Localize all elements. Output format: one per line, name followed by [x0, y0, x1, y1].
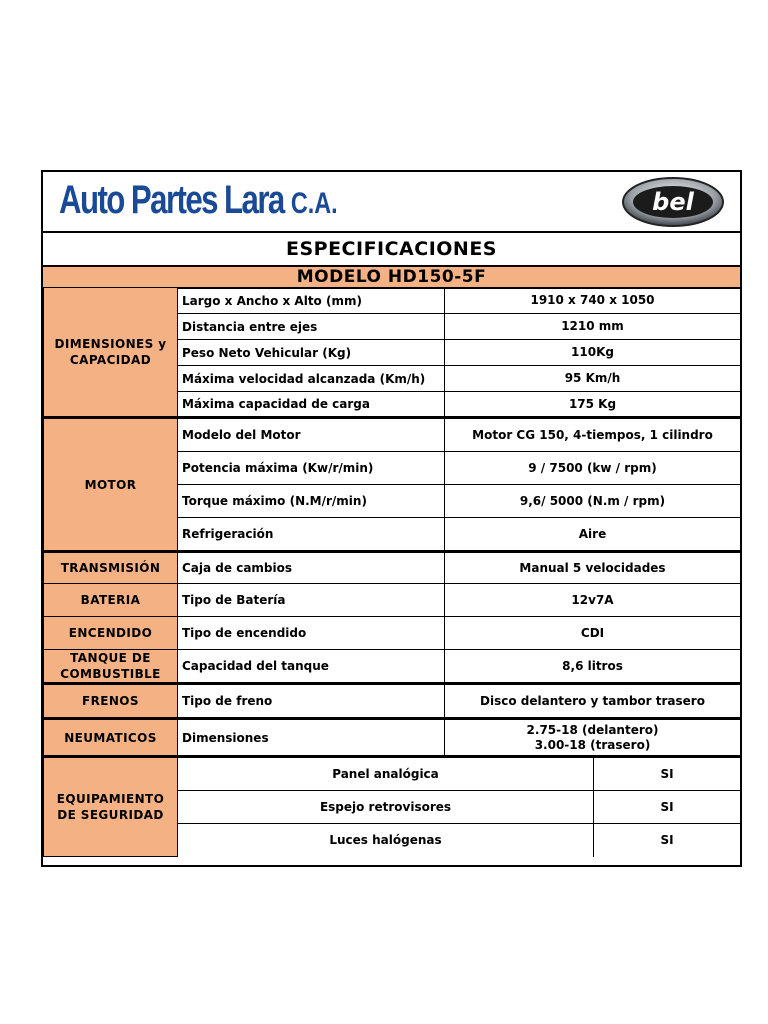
table-row — [44, 584, 741, 617]
spec-value: 95 Km/h — [445, 366, 741, 392]
category-bateria: BATERIA — [44, 584, 178, 617]
spec-label: Caja de cambios — [178, 552, 445, 584]
table-row — [44, 617, 741, 650]
spec-value: 110Kg — [445, 340, 741, 366]
table-row — [44, 552, 741, 584]
spec-label: Tipo de freno — [178, 684, 445, 719]
spec-value: 175 Kg — [445, 392, 741, 418]
category-transmision: TRANSMISIÓN — [44, 552, 178, 584]
category-neumaticos: NEUMATICOS — [44, 719, 178, 757]
spec-label: Refrigeración — [178, 518, 445, 552]
page-title: ESPECIFICACIONES — [43, 233, 740, 267]
table-row — [44, 684, 741, 719]
spec-label: Espejo retrovisores — [178, 791, 594, 824]
spec-value: SI — [594, 824, 741, 857]
category-encendido: ENCENDIDO — [44, 617, 178, 650]
category-motor: MOTOR — [44, 418, 178, 552]
category-tanque: TANQUE DE COMBUSTIBLE — [44, 650, 178, 684]
spec-value: Aire — [445, 518, 741, 552]
spec-value-line: 3.00-18 (trasero) — [534, 737, 651, 752]
brand-badge-text: bel — [652, 188, 694, 216]
spec-label: Luces halógenas — [178, 824, 594, 857]
table-row — [44, 418, 741, 452]
spec-value: Disco delantero y tambor trasero — [445, 684, 741, 719]
brand-badge-logo — [621, 176, 725, 228]
spec-label: Tipo de Batería — [178, 584, 445, 617]
spec-value: Manual 5 velocidades — [445, 552, 741, 584]
spec-value: 1910 x 740 x 1050 — [445, 288, 741, 314]
category-equipamiento: EQUIPAMIENTO DE SEGURIDAD — [44, 757, 178, 857]
spec-sheet — [41, 170, 742, 867]
spec-value: 1210 mm — [445, 314, 741, 340]
table-row — [44, 757, 741, 791]
spec-label: Distancia entre ejes — [178, 314, 445, 340]
spec-value: SI — [594, 791, 741, 824]
spec-value — [445, 719, 741, 757]
spec-value: 9 / 7500 (kw / rpm) — [445, 452, 741, 485]
spec-label: Máxima velocidad alcanzada (Km/h) — [178, 366, 445, 392]
spec-label: Largo x Ancho x Alto (mm) — [178, 288, 445, 314]
spec-value: 12v7A — [445, 584, 741, 617]
spec-label: Torque máximo (N.M/r/min) — [178, 485, 445, 518]
spec-label: Modelo del Motor — [178, 418, 445, 452]
spec-value: 9,6/ 5000 (N.m / rpm) — [445, 485, 741, 518]
category-frenos: FRENOS — [44, 684, 178, 719]
spec-value: SI — [594, 757, 741, 791]
spec-label: Máxima capacidad de carga — [178, 392, 445, 418]
table-row — [44, 719, 741, 757]
spec-value-line: 2.75-18 (delantero) — [526, 722, 659, 737]
category-dimensiones: DIMENSIONES y CAPACIDAD — [44, 288, 178, 418]
spec-label: Panel analógica — [178, 757, 594, 791]
spec-value: Motor CG 150, 4-tiempos, 1 cilindro — [445, 418, 741, 452]
logo-row — [43, 172, 740, 233]
spec-value: CDI — [445, 617, 741, 650]
company-logo — [59, 178, 338, 223]
spec-table — [43, 287, 741, 857]
spec-label: Tipo de encendido — [178, 617, 445, 650]
spec-value: 8,6 litros — [445, 650, 741, 684]
spec-label: Potencia máxima (Kw/r/min) — [178, 452, 445, 485]
model-title: MODELO HD150-5F — [43, 267, 740, 289]
table-row — [44, 288, 741, 314]
spec-label: Dimensiones — [178, 719, 445, 757]
logo-text: Auto Partes Lara — [59, 178, 284, 222]
table-row — [44, 650, 741, 684]
spec-label: Capacidad del tanque — [178, 650, 445, 684]
logo-suffix: C.A. — [290, 187, 338, 220]
spec-label: Peso Neto Vehicular (Kg) — [178, 340, 445, 366]
